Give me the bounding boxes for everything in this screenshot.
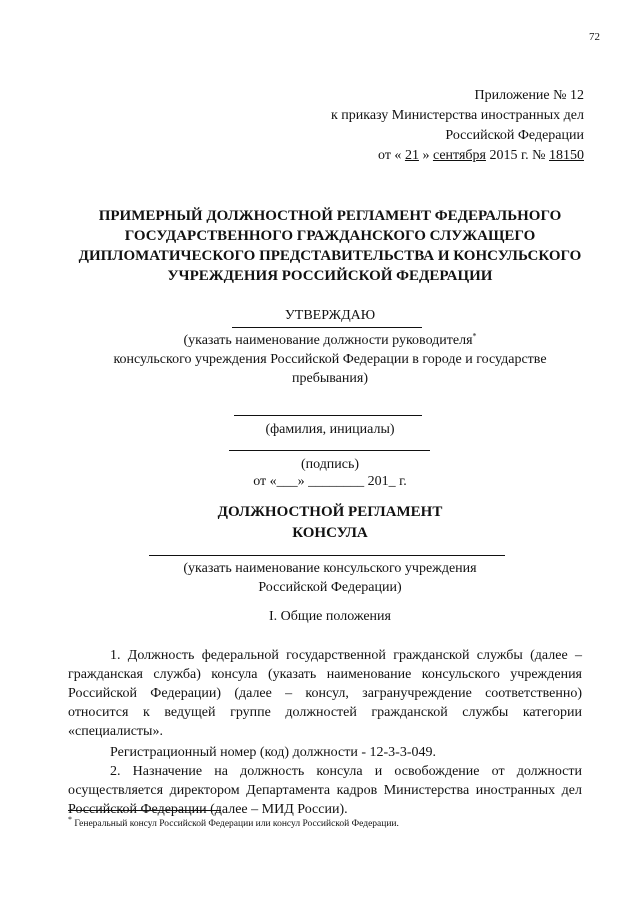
appendix-header — [254, 86, 584, 166]
order-month: сентября — [432, 148, 486, 163]
institution-caption — [60, 559, 600, 597]
footnote-text: Генеральный консул Российской Федерации или консул Российской Федерации. — [72, 819, 399, 829]
signature-caption: (подпись) — [300, 457, 360, 472]
name-signature-line — [234, 415, 422, 416]
date-mid: » — [418, 148, 433, 163]
main-title-line: ДИПЛОМАТИЧЕСКОГО ПРЕДСТАВИТЕЛЬСТВА И КОНСУЛЬСКОГО — [78, 248, 582, 264]
footnote-separator — [68, 810, 221, 811]
appendix-date-line — [254, 146, 584, 166]
document-title-line: ДОЛЖНОСТНОЙ РЕГЛАМЕНТ — [217, 504, 443, 520]
signature-line — [229, 450, 430, 451]
footnote-mark: * — [472, 331, 477, 341]
institution-line — [149, 555, 505, 556]
date-prefix: от « — [378, 148, 405, 163]
section-heading: I. Общие положения — [269, 609, 391, 624]
document-title-line: КОНСУЛА — [292, 525, 368, 541]
date-year: 2015 г. № — [485, 148, 549, 163]
footnote-mark: * — [68, 814, 72, 824]
paragraph-2: 2. Назначение на должность консула и освобождение от должности осуществляется директором Департамента кадров Министерства иностранных дел Российской Федерации (далее – МИД России). — [68, 764, 582, 817]
name-caption: (фамилия, инициалы) — [265, 422, 395, 437]
paragraph-registration: Регистрационный номер (код) должности - 12-3-3-049. — [110, 745, 436, 760]
appendix-country: Российской Федерации — [445, 128, 584, 143]
main-title-line: ГОСУДАРСТВЕННОГО ГРАЖДАНСКОГО СЛУЖАЩЕГО — [124, 228, 536, 244]
position-caption — [60, 331, 600, 388]
position-caption-line: пребывания) — [292, 371, 368, 386]
institution-caption-line: Российской Федерации) — [258, 580, 402, 595]
position-caption-line: консульского учреждения Российской Федерации в городе и государстве — [113, 352, 547, 367]
main-title-line: ПРИМЕРНЫЙ ДОЛЖНОСТНОЙ РЕГЛАМЕНТ ФЕДЕРАЛЬНОГО — [98, 208, 562, 224]
appendix-order-ref: к приказу Министерства иностранных дел — [330, 108, 584, 123]
page-number: 72 — [589, 31, 600, 43]
approval-heading: УТВЕРЖДАЮ — [284, 308, 376, 323]
main-title — [60, 206, 600, 286]
appendix-number: Приложение № 12 — [474, 88, 584, 103]
footnote — [68, 814, 588, 830]
approval-date-line: от «___» ________ 201_ г. — [253, 474, 407, 489]
document-title — [60, 502, 600, 544]
order-number: 18150 — [549, 148, 584, 163]
position-caption-line — [60, 331, 600, 350]
main-title-line: УЧРЕЖДЕНИЯ РОССИЙСКОЙ ФЕДЕРАЦИИ — [167, 268, 493, 284]
position-caption-text: (указать наименование должности руководителя — [183, 333, 473, 348]
paragraph-1: 1. Должность федеральной государственной гражданской службы (далее – гражданская служба) консула (указать наименование консульского учреждения Российской Федерации) (далее – консул, загранучреждение соответственно) относится к ведущей группе должностей гражданской службы категории «специалисты». — [68, 648, 582, 739]
order-day: 21 — [404, 148, 419, 163]
position-signature-line — [232, 327, 422, 328]
institution-caption-line: (указать наименование консульского учреждения — [183, 561, 477, 576]
